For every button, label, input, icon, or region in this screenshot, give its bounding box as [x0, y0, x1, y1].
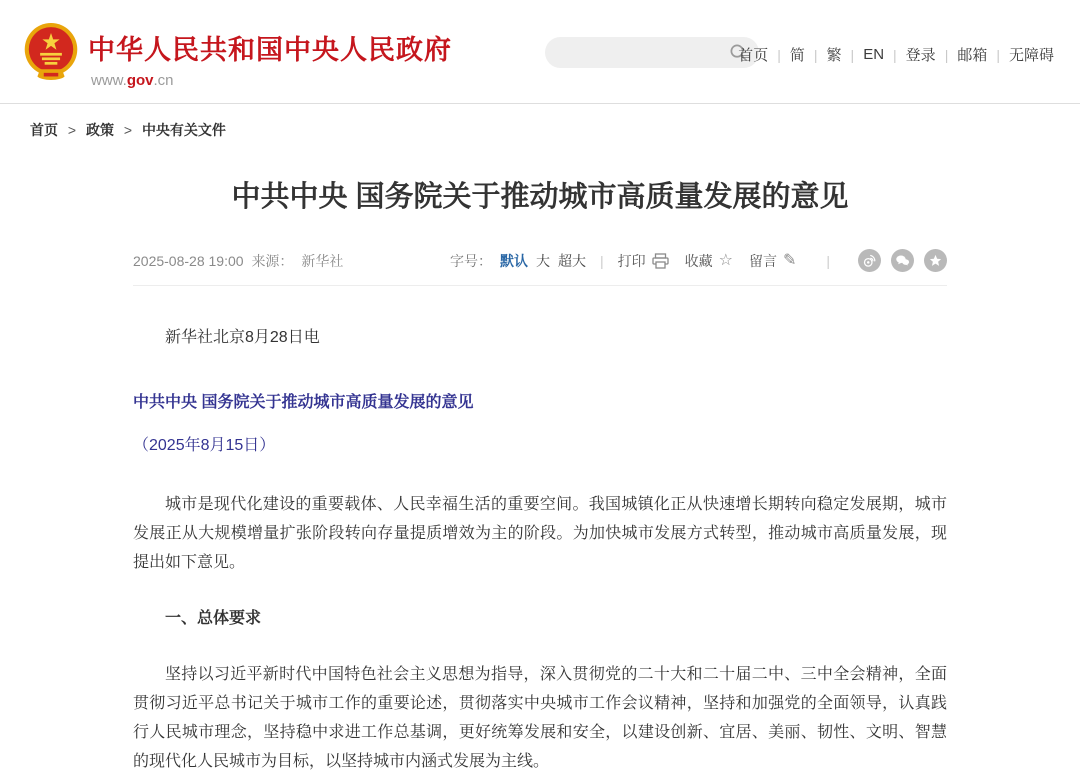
- site-title: 中华人民共和国中央人民政府: [88, 35, 452, 65]
- breadcrumb-separator: >: [123, 122, 133, 138]
- share-buttons: [848, 249, 947, 272]
- breadcrumb-central-documents[interactable]: 中央有关文件: [141, 122, 226, 138]
- paragraph-1: 城市是现代化建设的重要载体、人民幸福生活的重要空间。我国城镇化正从快速增长期转向稳定发展期，城市发展正从大规模增量扩张阶段转向存量提质增效为主的阶段。为加快城市发展方式转型，推动城市高质量发展，现提出如下意见。: [133, 496, 947, 571]
- breadcrumb-home[interactable]: 首页: [30, 122, 58, 138]
- toolbar-separator: |: [599, 252, 604, 269]
- nav-accessibility[interactable]: 无障碍: [1008, 47, 1054, 64]
- publish-time: 2025-08-28 19:00: [133, 252, 244, 269]
- nav-separator: |: [813, 46, 818, 63]
- font-size-label: 字号：: [449, 252, 492, 269]
- nav-mail[interactable]: 邮箱: [957, 47, 988, 64]
- article-container: [133, 177, 947, 776]
- source-label: 来源：: [251, 252, 294, 269]
- section-heading-1: 一、总体要求: [165, 610, 262, 627]
- star-share-icon[interactable]: [924, 249, 947, 272]
- national-emblem-icon: [22, 22, 80, 82]
- nav-english[interactable]: EN: [863, 46, 885, 63]
- document-date: （2025年8月15日）: [133, 437, 276, 454]
- comment-label: 留言: [748, 252, 777, 269]
- font-size-large-button[interactable]: 大: [535, 252, 550, 269]
- breadcrumb-policy[interactable]: 政策: [85, 122, 114, 138]
- breadcrumb: [30, 120, 1080, 140]
- paragraph-2: 坚持以习近平新时代中国特色社会主义思想为指导，深入贯彻党的二十大和二十届二中、三中全会精神，全面贯彻习近平总书记关于城市工作的重要论述，贯彻落实中央城市工作会议精神，坚持和加强党的全面领导，认真践行人民城市理念，坚持稳中求进工作总基调，更好统筹发展和安全，以建设创新、宜居、美丽、韧性、文明、智慧的现代化人民城市为目标，以坚持城市内涵式发展为主线。: [133, 666, 947, 770]
- source-name: 新华社: [301, 252, 344, 269]
- document-title: 中共中央 国务院关于推动城市高质量发展的意见: [133, 394, 474, 411]
- font-size-default-button[interactable]: 默认: [499, 252, 528, 269]
- dateline: 新华社北京8月28日电: [165, 329, 320, 346]
- nav-home[interactable]: 首页: [738, 47, 769, 64]
- weibo-share-icon[interactable]: [858, 249, 881, 272]
- search-input[interactable]: [545, 37, 759, 68]
- page-title: 中共中央 国务院关于推动城市高质量发展的意见: [231, 181, 849, 213]
- nav-login[interactable]: 登录: [905, 47, 936, 64]
- top-nav: [738, 44, 1054, 65]
- comment-button[interactable]: [749, 251, 796, 271]
- toolbar-separator: |: [826, 252, 830, 269]
- article-meta: [133, 251, 347, 271]
- nav-traditional[interactable]: 繁: [826, 47, 842, 64]
- nav-separator: |: [996, 46, 1000, 63]
- article-body: [133, 286, 947, 776]
- article-toolbar: [450, 249, 947, 272]
- site-url: www.gov.cn: [91, 72, 174, 89]
- favorite-button[interactable]: [685, 251, 733, 271]
- wechat-share-icon[interactable]: [891, 249, 914, 272]
- nav-separator: |: [893, 46, 897, 63]
- nav-simplified[interactable]: 简: [789, 47, 805, 64]
- star-icon: ☆: [718, 251, 733, 269]
- favorite-label: 收藏: [684, 252, 713, 269]
- pencil-icon: ✎: [782, 251, 797, 269]
- printer-icon: [652, 253, 669, 269]
- print-button[interactable]: [618, 251, 669, 271]
- site-header: [0, 0, 1080, 104]
- article-meta-bar: [133, 249, 947, 286]
- breadcrumb-separator: >: [67, 122, 77, 138]
- nav-separator: |: [850, 46, 855, 63]
- nav-separator: |: [777, 46, 781, 63]
- site-logo[interactable]: [22, 22, 452, 89]
- nav-separator: |: [944, 46, 949, 63]
- print-label: 打印: [617, 252, 646, 269]
- font-size-xlarge-button[interactable]: 超大: [557, 252, 586, 269]
